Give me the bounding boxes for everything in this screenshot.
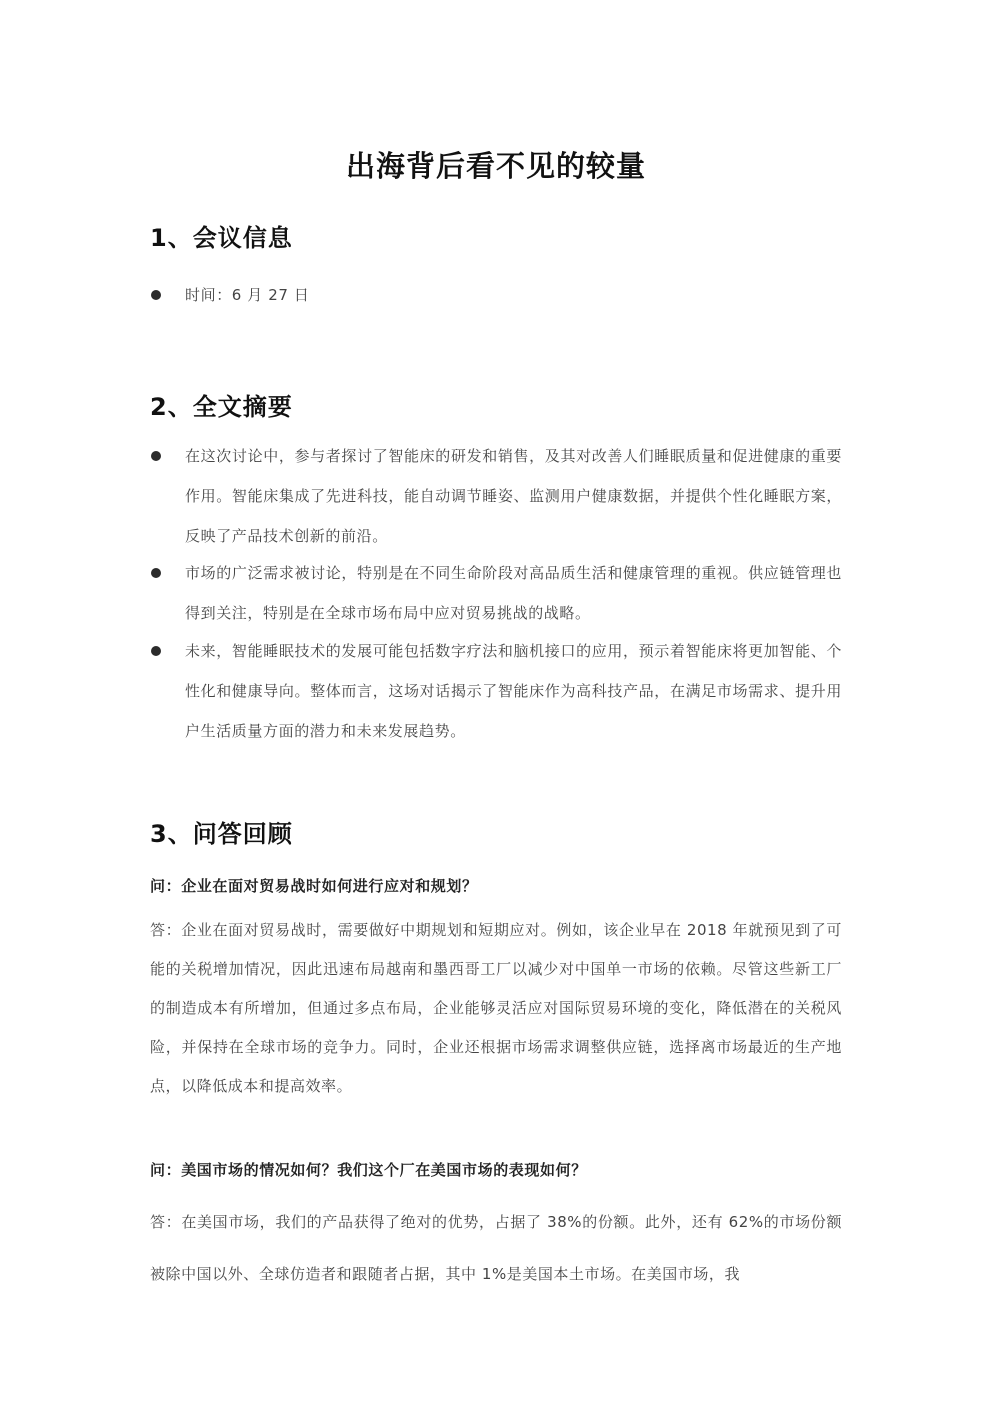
summary-item (150, 436, 842, 556)
summary-item (150, 553, 842, 633)
bullet-icon (151, 290, 161, 300)
qa-answer: 答：在美国市场，我们的产品获得了绝对的优势，占据了 38%的份额。此外，还有 62%的市场份额被除中国以外、全球仿造者和跟随者占据，其中 1%是美国本土市场。在美国市场，我 (150, 1213, 842, 1283)
summary-item (150, 631, 842, 751)
summary-text: 在这次讨论中，参与者探讨了智能床的研发和销售，及其对改善人们睡眠质量和促进健康的重要作用。智能床集成了先进科技，能自动调节睡姿、监测用户健康数据，并提供个性化睡眠方案，反映了产品技术创新的前沿。 (185, 447, 842, 545)
section-heading-summary: 2、全文摘要 (150, 393, 293, 421)
bullet-icon (151, 451, 161, 461)
summary-text: 未来，智能睡眠技术的发展可能包括数字疗法和脑机接口的应用，预示着智能床将更加智能、个性化和健康导向。整体而言，这场对话揭示了智能床作为高科技产品，在满足市场需求、提升用户生活质量方面的潜力和未来发展趋势。 (185, 642, 842, 740)
meeting-time-text: 时间：6 月 27 日 (185, 286, 310, 304)
section-heading-meeting-info: 1、会议信息 (150, 224, 293, 252)
qa-question: 问：企业在面对贸易战时如何进行应对和规划？ (150, 877, 478, 895)
summary-text: 市场的广泛需求被讨论，特别是在不同生命阶段对高品质生活和健康管理的重视。供应链管理也得到关注，特别是在全球市场布局中应对贸易挑战的战略。 (185, 564, 842, 622)
section-heading-qa: 3、问答回顾 (150, 820, 293, 848)
bullet-icon (151, 568, 161, 578)
qa-question: 问：美国市场的情况如何？我们这个厂在美国市场的表现如何？ (150, 1161, 587, 1179)
meeting-time-item (150, 275, 842, 315)
document-title: 出海背后看不见的较量 (345, 149, 646, 183)
bullet-icon (151, 646, 161, 656)
qa-answer: 答：企业在面对贸易战时，需要做好中期规划和短期应对。例如，该企业早在 2018 年就预见到了可能的关税增加情况，因此迅速布局越南和墨西哥工厂以减少对中国单一市场的依赖。尽管这些新工厂的制造成本有所增加，但通过多点布局，企业能够灵活应对国际贸易环境的变化，降低潜在的关税风险，并保持在全球市场的竞争力。同时，企业还根据市场需求调整供应链，选择离市场最近的生产地点，以降低成本和提高效率。 (150, 921, 842, 1095)
